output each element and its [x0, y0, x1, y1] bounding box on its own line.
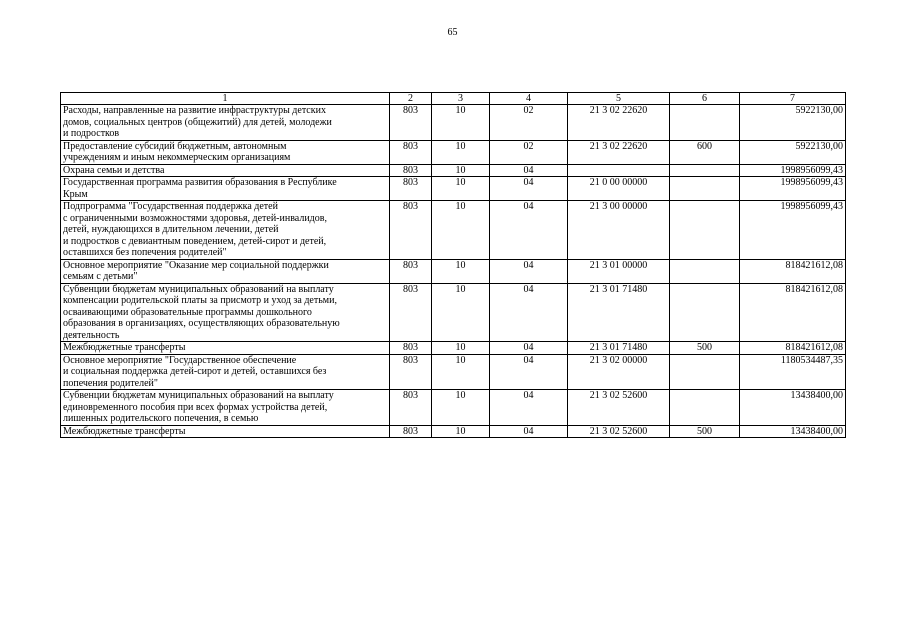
subsection-code-cell: 04: [490, 177, 568, 201]
table-row: [61, 390, 846, 426]
amount-cell: 5922130,00: [740, 105, 846, 141]
ministry-code-cell: 803: [390, 342, 432, 355]
subsection-code-cell: 04: [490, 390, 568, 426]
table-row: [61, 177, 846, 201]
expense-type-cell: 600: [670, 140, 740, 164]
expense-type-cell: 500: [670, 425, 740, 438]
row-name-line: и социальная поддержка детей-сирот и детей, оставшихся без: [63, 366, 327, 377]
target-article-cell: 21 3 02 22620: [568, 105, 670, 141]
row-name-cell: [61, 259, 390, 283]
amount-cell: 1998956099,43: [740, 164, 846, 177]
amount-cell: 818421612,08: [740, 283, 846, 342]
row-name-line: детей, нуждающихся в длительном лечении, детей: [63, 224, 279, 235]
ministry-code-cell: 803: [390, 105, 432, 141]
target-article-cell: 21 0 00 00000: [568, 177, 670, 201]
target-article-cell: [568, 164, 670, 177]
row-name-line: Охрана семьи и детства: [63, 164, 165, 176]
subsection-code-cell: 04: [490, 342, 568, 355]
table-body: [61, 105, 846, 438]
row-name-line: Государственная программа развития образования в Республике: [63, 177, 337, 188]
row-name-line: Крым: [63, 188, 88, 200]
row-name-line: Межбюджетные трансферты: [63, 342, 186, 353]
row-name-line: с ограниченными возможностями здоровья, детей-инвалидов,: [63, 212, 327, 224]
expense-type-cell: 500: [670, 342, 740, 355]
row-name-line: деятельность: [63, 329, 120, 341]
amount-cell: 818421612,08: [740, 259, 846, 283]
row-name-line: компенсации родительской платы за присмотр и уход за детьми,: [63, 295, 337, 306]
row-name-line: Основное мероприятие "Государственное обеспечение: [63, 354, 297, 366]
subsection-code-cell: 04: [490, 164, 568, 177]
table-row: [61, 425, 846, 438]
row-name-cell: [61, 354, 390, 390]
row-name-cell: [61, 140, 390, 164]
ministry-code-cell: 803: [390, 354, 432, 390]
amount-cell: 13438400,00: [740, 390, 846, 426]
header-cell-1: 1: [61, 93, 390, 105]
row-name-cell: [61, 283, 390, 342]
section-code-cell: 10: [432, 259, 490, 283]
amount-cell: 1998956099,43: [740, 201, 846, 260]
page-number: 65: [447, 27, 458, 38]
amount-cell: 1998956099,43: [740, 177, 846, 201]
row-name-line: и подростков с девиантным поведением, детей-сирот и детей,: [63, 235, 327, 247]
section-code-cell: 10: [432, 354, 490, 390]
expense-type-cell: [670, 105, 740, 141]
target-article-cell: 21 3 02 52600: [568, 425, 670, 438]
row-name-cell: [61, 201, 390, 260]
ministry-code-cell: 803: [390, 201, 432, 260]
row-name-line: Предоставление субсидий бюджетным, автономным: [63, 140, 287, 152]
section-code-cell: 10: [432, 177, 490, 201]
section-code-cell: 10: [432, 201, 490, 260]
section-code-cell: 10: [432, 342, 490, 355]
row-name-cell: [61, 105, 390, 141]
target-article-cell: 21 3 01 00000: [568, 259, 670, 283]
row-name-line: учреждениям и иным некоммерческим организациям: [63, 152, 291, 163]
target-article-cell: 21 3 02 52600: [568, 390, 670, 426]
table-row: [61, 259, 846, 283]
expense-type-cell: [670, 164, 740, 177]
row-name-line: оставшихся без попечения родителей": [63, 247, 227, 258]
row-name-line: единовременного пособия при всех формах устройства детей,: [63, 401, 328, 413]
header-row: [61, 93, 846, 105]
header-cell-2: 2: [390, 93, 432, 105]
row-name-cell: [61, 164, 390, 177]
expense-type-cell: [670, 201, 740, 260]
table-row: [61, 354, 846, 390]
row-name-line: осваивающими образовательные программы дошкольного: [63, 306, 312, 318]
row-name-line: Межбюджетные трансферты: [63, 425, 186, 437]
amount-cell: 5922130,00: [740, 140, 846, 164]
ministry-code-cell: 803: [390, 425, 432, 438]
section-code-cell: 10: [432, 164, 490, 177]
budget-table: [60, 92, 846, 438]
header-cell-6: 6: [670, 93, 740, 105]
row-name-line: попечения родителей": [63, 377, 158, 389]
target-article-cell: 21 3 01 71480: [568, 342, 670, 355]
ministry-code-cell: 803: [390, 283, 432, 342]
target-article-cell: 21 3 01 71480: [568, 283, 670, 342]
row-name-line: и подростков: [63, 128, 120, 139]
ministry-code-cell: 803: [390, 177, 432, 201]
subsection-code-cell: 02: [490, 105, 568, 141]
row-name-line: семьям с детьми": [63, 271, 138, 282]
expense-type-cell: [670, 177, 740, 201]
target-article-cell: 21 3 00 00000: [568, 201, 670, 260]
table-row: [61, 201, 846, 260]
section-code-cell: 10: [432, 105, 490, 141]
expense-type-cell: [670, 259, 740, 283]
subsection-code-cell: 04: [490, 201, 568, 260]
row-name-cell: [61, 177, 390, 201]
row-name-line: образования в организациях, осуществляющих образовательную: [63, 318, 340, 329]
amount-cell: 1180534487,35: [740, 354, 846, 390]
table-row: [61, 105, 846, 141]
row-name-line: домов, социальных центров (общежитий) для детей, молодежи: [63, 116, 332, 128]
row-name-cell: [61, 342, 390, 355]
row-name-line: Основное мероприятие "Оказание мер социальной поддержки: [63, 259, 329, 271]
section-code-cell: 10: [432, 425, 490, 438]
section-code-cell: 10: [432, 390, 490, 426]
section-code-cell: 10: [432, 283, 490, 342]
target-article-cell: 21 3 02 22620: [568, 140, 670, 164]
subsection-code-cell: 04: [490, 259, 568, 283]
row-name-line: Субвенции бюджетам муниципальных образований на выплату: [63, 390, 334, 401]
header-cell-4: 4: [490, 93, 568, 105]
subsection-code-cell: 02: [490, 140, 568, 164]
subsection-code-cell: 04: [490, 354, 568, 390]
row-name-line: Подпрограмма "Государственная поддержка детей: [63, 201, 278, 212]
row-name-cell: [61, 390, 390, 426]
header-cell-5: 5: [568, 93, 670, 105]
header-cell-7: 7: [740, 93, 846, 105]
section-code-cell: 10: [432, 140, 490, 164]
row-name-line: Расходы, направленные на развитие инфраструктуры детских: [63, 105, 326, 116]
row-name-line: лишенных родительского попечения, в семью: [63, 413, 259, 424]
ministry-code-cell: 803: [390, 259, 432, 283]
ministry-code-cell: 803: [390, 140, 432, 164]
table-row: [61, 342, 846, 355]
ministry-code-cell: 803: [390, 164, 432, 177]
expense-type-cell: [670, 283, 740, 342]
table-row: [61, 164, 846, 177]
table-row: [61, 283, 846, 342]
row-name-line: Субвенции бюджетам муниципальных образований на выплату: [63, 283, 334, 295]
table-row: [61, 140, 846, 164]
expense-type-cell: [670, 354, 740, 390]
amount-cell: 818421612,08: [740, 342, 846, 355]
header-cell-3: 3: [432, 93, 490, 105]
amount-cell: 13438400,00: [740, 425, 846, 438]
ministry-code-cell: 803: [390, 390, 432, 426]
target-article-cell: 21 3 02 00000: [568, 354, 670, 390]
subsection-code-cell: 04: [490, 283, 568, 342]
subsection-code-cell: 04: [490, 425, 568, 438]
row-name-cell: [61, 425, 390, 438]
expense-type-cell: [670, 390, 740, 426]
